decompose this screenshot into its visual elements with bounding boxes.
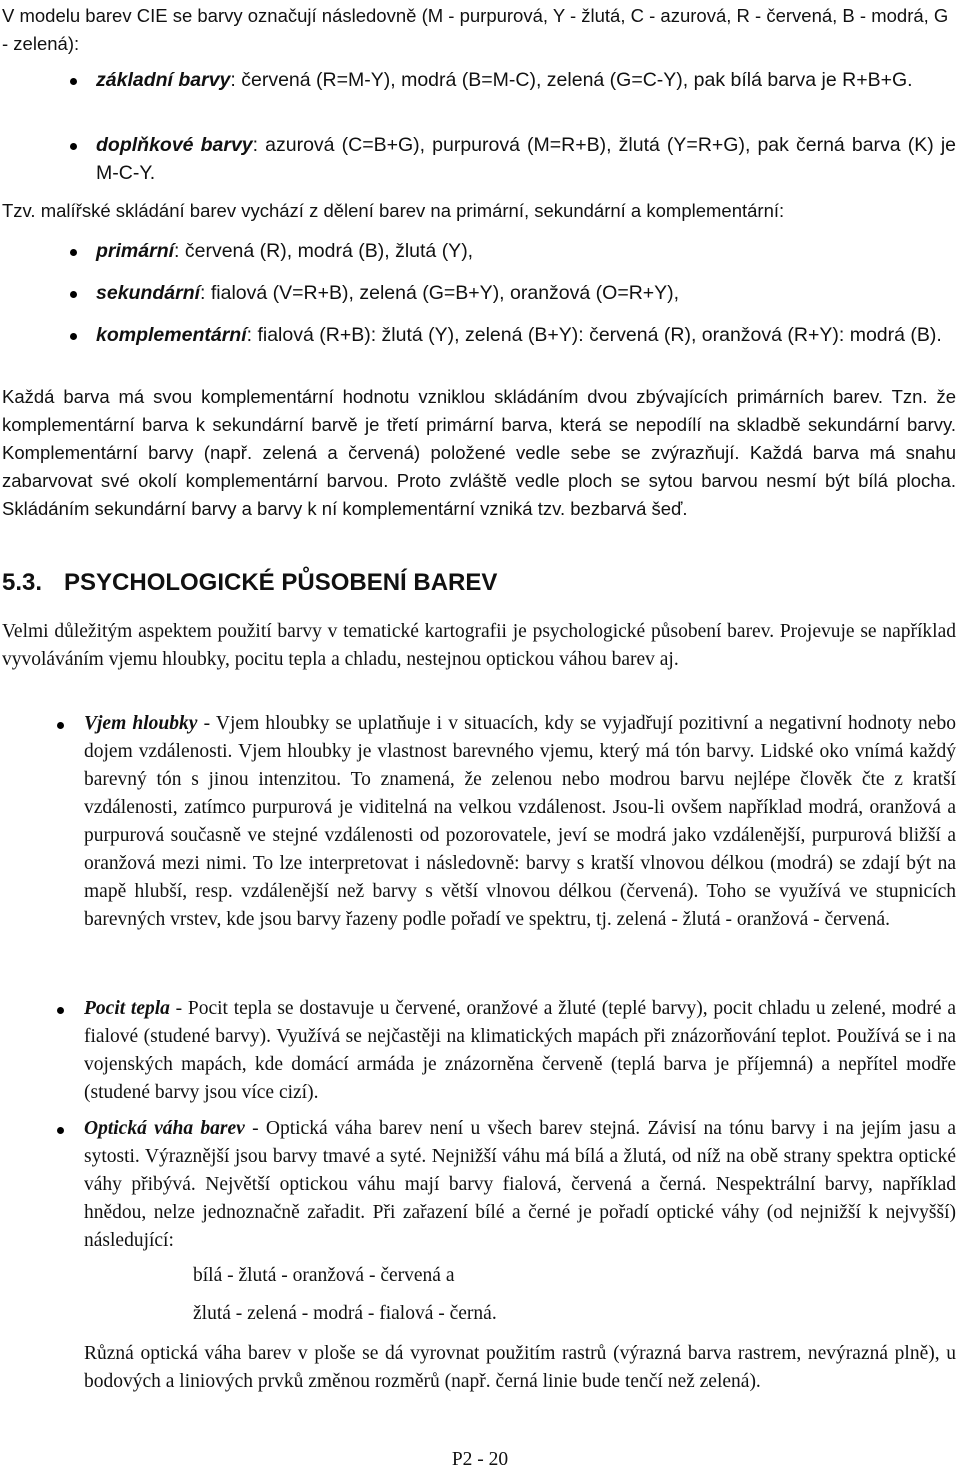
section-number: 5.3. <box>2 569 43 596</box>
cie-item-basic <box>96 66 956 94</box>
bullet-icon <box>70 291 77 298</box>
painter-item-complementary <box>96 321 956 349</box>
complementary-paragraph: Každá barva má svou komplementární hodnotu vzniklou skládáním dvou zbývajících primárních barev. Tzn. že komplementární barva k sekundární barvě je třetí primární barva, která se nepodílí na skladbě sekundární barvy. Komplementární barvy (např. zelená a červená) položené vedle sebe se zvýrazňují. Každá barva má snahu zabarvovat své okolí komplementární barvou. Proto zvláště vedle ploch se sytou barvou nesmí být bílá plocha. Skládáním sekundární barvy a barvy k ní komplementární vzniká tzv. bezbarvá šeď. <box>2 386 956 519</box>
term: Optická váha barev <box>84 1118 245 1139</box>
psych-item-warmth <box>84 995 956 1107</box>
bullet-icon <box>57 722 64 729</box>
section-title: PSYCHOLOGICKÉ PŮSOBENÍ BAREV <box>64 569 498 596</box>
item-text: : fialová (V=R+B), zelená (G=B+Y), oranžová (O=R+Y), <box>200 282 680 304</box>
bullet-icon <box>57 1127 64 1134</box>
term: Pocit tepla <box>84 998 170 1019</box>
term: doplňkové barvy <box>96 134 253 156</box>
cie-item-complementary <box>96 131 956 187</box>
bullet-icon <box>70 333 77 340</box>
bullet-icon <box>70 143 77 150</box>
weight-order-2: žlutá - zelená - modrá - fialová - černá. <box>193 1303 497 1324</box>
painter-intro: Tzv. malířské skládání barev vychází z dělení barev na primární, sekundární a komplementární: <box>2 200 785 221</box>
term: základní barvy <box>96 69 231 91</box>
page-number: P2 - 20 <box>451 1449 509 1470</box>
term: sekundární <box>96 282 201 304</box>
cie-intro: V modelu barev CIE se barvy označují následovně (M - purpurová, Y - žlutá, C - azurová, R - červená, B - modrá, G - zelená): <box>2 5 949 54</box>
bullet-icon <box>70 249 77 256</box>
item-text: : azurová (C=B+G), purpurová (M=R+B), žlutá (Y=R+G), pak černá barva (K) je M-C-Y. <box>96 134 956 184</box>
item-text: - Pocit tepla se dostavuje u červené, oranžové a žluté (teplé barvy), pocit chladu u zelené, modré a fialové (studené barvy). Využívá se nejčastěji na klimatických mapách při znázorňování teplot. Používá se i na vojenských mapách, kde domácí armáda je znázorněna červeně (teplá barva je příjemná) a nepřítel modře (studené barvy jsou více cizí). <box>84 998 956 1103</box>
term: komplementární <box>96 324 247 346</box>
painter-item-secondary <box>96 279 956 307</box>
bullet-icon <box>57 1007 64 1014</box>
bullet-icon <box>70 78 77 85</box>
item-text: : fialová (R+B): žlutá (Y), zelená (B+Y): červená (R), oranžová (R+Y): modrá (B). <box>246 324 942 346</box>
section-heading <box>2 568 497 598</box>
psych-item-optical-weight <box>84 1115 956 1255</box>
section-intro: Velmi důležitým aspektem použití barvy v tematické kartografii je psychologické působení barev. Projevuje se například vyvoláváním vjemu hloubky, pocitu tepla a chladu, nestejnou optickou váhou barev aj. <box>2 621 956 670</box>
item-text: - Vjem hloubky se uplatňuje i v situacích, kdy se vyjadřují pozitivní a negativní hodnoty nebo dojem vzdálenosti. Vjem hloubky je vlastnost barevného vjemu, který má tón barvy. Lidské oko vnímá každý barevný tón s jinou intenzitou. To znamená, že zelenou nebo modrou barvu nejlépe člověk čte z kratší vzdálenosti, zatímco purpurová je viditelná na velkou vzdálenost. Jsou-li ovšem například modrá, oranžová a purpurová současně ve stejné vzdálenosti od pozorovatele, jeví se modrá jako vzdálenější, purpurová bližší a oranžová mezi nimi. To lze interpretovat i následovně: barvy s kratší vlnovou délkou (modrá) se zdají být na mapě hlubší, resp. vzdálenější než barvy s větší vlnovou délkou (červená). Toho se využívá ve stupnicích barevných vrstev, kde jsou barvy řazeny podle pořadí ve spektru, tj. zelená - žlutá - oranžová - červená. <box>84 713 956 930</box>
painter-item-primary <box>96 237 956 265</box>
item-text: : červená (R=M-Y), modrá (B=M-C), zelená (G=C-Y), pak bílá barva je R+B+G. <box>230 69 913 91</box>
psych-item-depth <box>84 710 956 934</box>
weight-order-1: bílá - žlutá - oranžová - červená a <box>193 1265 455 1286</box>
item-text: : červená (R), modrá (B), žlutá (Y), <box>174 240 474 262</box>
closing-paragraph: Různá optická váha barev v ploše se dá vyrovnat použitím rastrů (výrazná barva rastrem, nevýrazná plně), u bodových a liniových prvků změnou rozměrů (např. černá linie bude tenčí než zelená). <box>84 1343 956 1392</box>
term: primární <box>96 240 175 262</box>
item-text: - Optická váha barev není u všech barev stejná. Závisí na tónu barvy i na jejím jasu a sytosti. Výraznější jsou barvy tmavé a syté. Nejnižší váhu má bílá a žlutá, od níž na obě strany spektra optické váhy přibývá. Největší optickou váhu mají barvy fialová, červená a černá. Nespektrální barvy, například hnědou, nelze jednoznačně zařadit. Při zařazení bílé a černé je pořadí optické váhy (od nejnižší k nejvyšší) následující: <box>84 1118 956 1251</box>
term: Vjem hloubky <box>84 713 198 734</box>
